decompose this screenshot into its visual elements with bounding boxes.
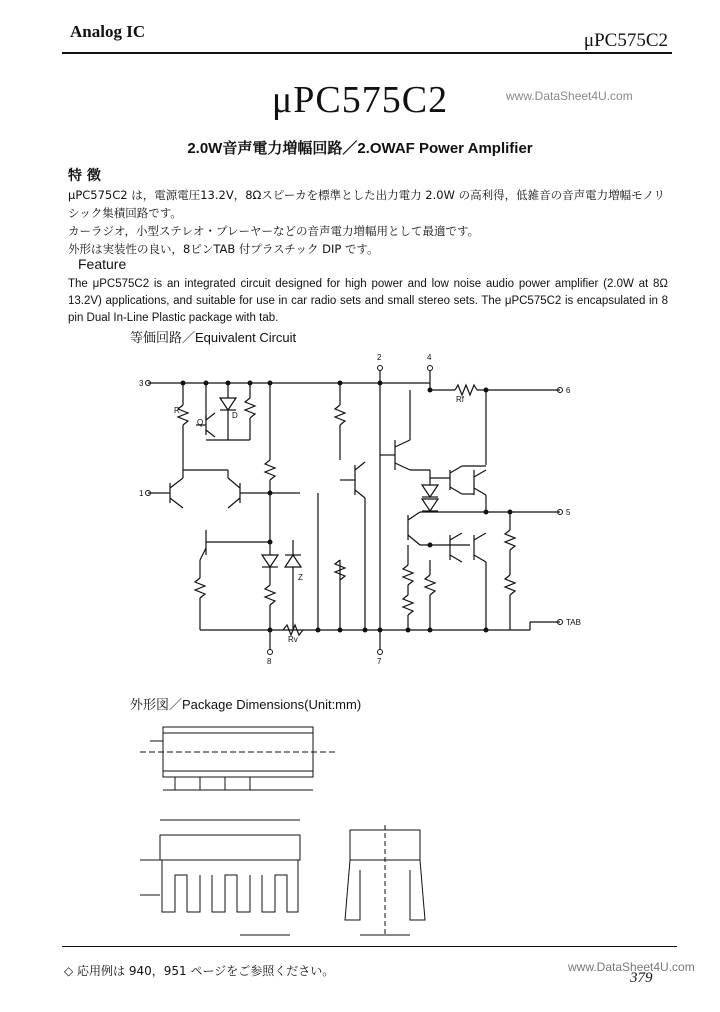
features-jp-heading: 特 徴	[68, 168, 101, 184]
page-number: 379	[630, 970, 653, 986]
features-jp-paragraph: μPC575C2 は，電源電圧13.2V，8Ωスピーカを標準とした出力電力 2.0W の高利得，低雑音の音声電力増幅モノリシック集積回路です。	[68, 188, 666, 220]
pin-label: 1	[139, 489, 144, 498]
component-label: D	[232, 411, 238, 420]
watermark-bottom: www.DataSheet4U.com	[568, 960, 695, 974]
pin-label: 8	[267, 657, 272, 666]
page-subtitle: 2.0W音声電力増幅回路／2.OWAF Power Amplifier	[187, 140, 533, 157]
pin-label: 5	[566, 508, 571, 517]
component-label: Z	[298, 573, 303, 582]
features-jp-paragraph: カーラジオ，小型ステレオ・プレーヤーなどの音声電力増幅用として最適です。	[68, 224, 480, 238]
equivalent-circuit-heading: 等価回路／Equivalent Circuit	[130, 330, 297, 345]
component-label: R	[174, 406, 180, 415]
pin-label: TAB	[566, 618, 581, 627]
feature-text: The μPC575C2 is an integrated circuit designed for high power and low noise audio power amplifier (2.0W at 8Ω 13.2V) applications, and suitable for use in car radio sets and small stereo sets. The μPC575C2 is encapsulated in 8 pin Dual In-Line Plastic package with tab.	[68, 278, 668, 324]
pin-label: 2	[377, 353, 382, 362]
pin-label: 4	[427, 353, 432, 362]
page-title: μPC575C2	[271, 79, 449, 121]
header-section-label: Analog IC	[70, 22, 146, 41]
pin-label: 3	[139, 379, 144, 388]
features-jp-paragraph: 外形は実装性の良い，8ピンTAB 付プラスチック DIP です。	[68, 242, 379, 256]
component-label: Q	[197, 418, 204, 427]
header-part-number: μPC575C2	[583, 30, 668, 51]
component-label: Rf	[456, 395, 464, 404]
feature-heading: Feature	[78, 256, 127, 272]
package-dimensions-heading: 外形図／Package Dimensions(Unit:mm)	[130, 697, 362, 712]
watermark-top: www.DataSheet4U.com	[506, 89, 633, 103]
component-label: Rv	[288, 635, 298, 644]
pin-label: 6	[566, 386, 571, 395]
footer-divider	[62, 946, 677, 947]
footer-reference-note: ◇ 応用例は 940，951 ページをご参照ください。	[64, 964, 335, 978]
pin-label: 7	[377, 657, 382, 666]
